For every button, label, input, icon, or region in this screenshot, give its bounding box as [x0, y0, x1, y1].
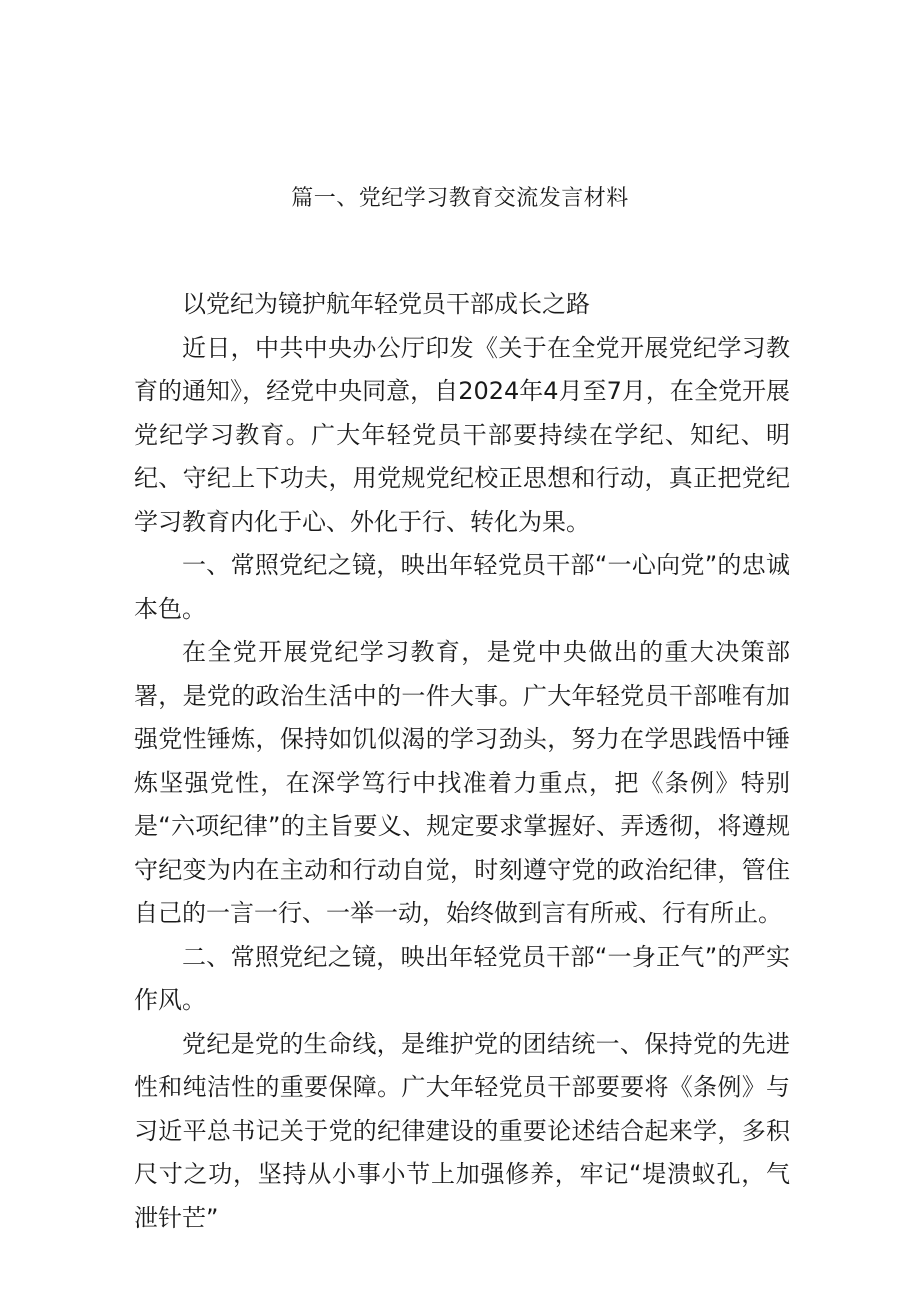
- document-body: [134, 283, 790, 1240]
- paragraph-section-two: 党纪是党的生命线，是维护党的团结统一、保持党的先进性和纯洁性的重要保障。广大年轻党员干部要要将《条例》与习近平总书记关于党的纪律建设的重要论述结合起来学，多积尺寸之功，坚持从小事小节上加强修养，牢记“堤溃蚁孔，气泄针芒”: [134, 1029, 790, 1232]
- paragraph-intro: 近日，中共中央办公厅印发《关于在全党开展党纪学习教育的通知》，经党中央同意，自2024年4月至7月，在全党开展党纪学习教育。广大年轻党员干部要持续在学纪、知纪、明纪、守纪上下功夫，用党规党纪校正思想和行动，真正把党纪学习教育内化于心、外化于行、转化为果。: [134, 333, 790, 536]
- document-title: 篇一、党纪学习教育交流发言材料: [291, 186, 629, 211]
- section-heading-one: 一、常照党纪之镜，映出年轻党员干部“一心向党”的忠诚本色。: [134, 551, 790, 623]
- paragraph-section-one: 在全党开展党纪学习教育，是党中央做出的重大决策部署，是党的政治生活中的一件大事。广大年轻党员干部唯有加强党性锤炼，保持如饥似渴的学习劲头，努力在学思践悟中锤炼坚强党性，在深学笃行中找准着力重点，把《条例》特别是“六项纪律”的主旨要义、规定要求掌握好、弄透彻，将遵规守纪变为内在主动和行动自觉，时刻遵守党的政治纪律，管住自己的一言一行、一举一动，始终做到言有所戒、行有所止。: [134, 638, 790, 927]
- section-heading-two: 二、常照党纪之镜，映出年轻党员干部“一身正气”的严实作风。: [134, 942, 790, 1014]
- paragraph-subtitle: 以党纪为镜护航年轻党员干部成长之路: [182, 290, 590, 318]
